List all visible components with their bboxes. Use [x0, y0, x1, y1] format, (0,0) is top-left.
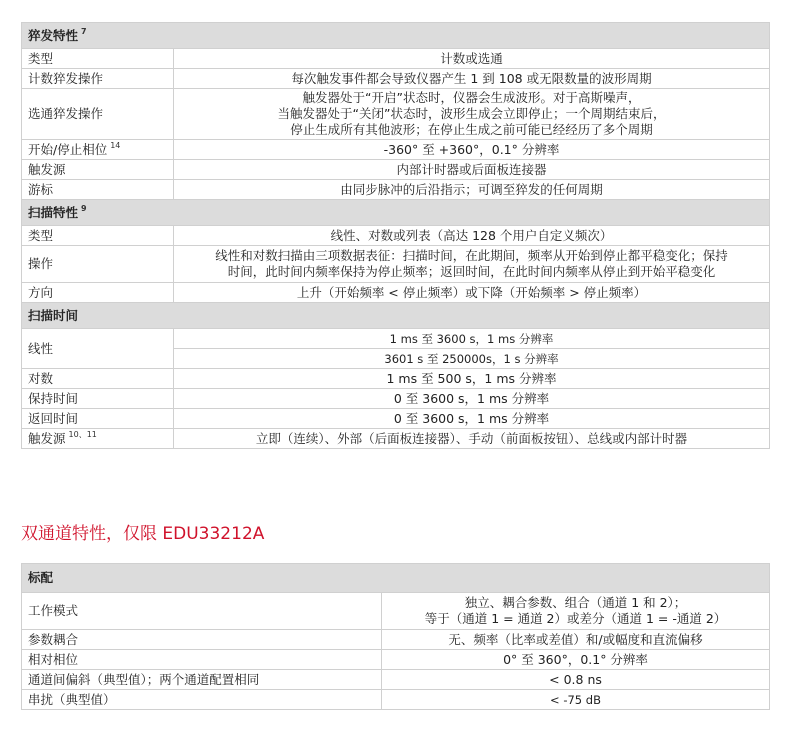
- table-row: [22, 160, 770, 180]
- row-label: 选通猝发操作: [22, 89, 174, 140]
- row-label: 游标: [22, 180, 174, 200]
- row-label: 通道间偏斜（典型值）；两个通道配置相同: [22, 670, 382, 690]
- section-title-standard: 标配: [22, 564, 770, 593]
- row-label: 返回时间: [22, 409, 174, 429]
- section-header-burst: [22, 23, 770, 49]
- table-row: [22, 670, 770, 690]
- row-value: 线性、对数或列表（高达 128 个用户自定义频次）: [174, 226, 770, 246]
- specs-table-dual-channel: [21, 563, 770, 710]
- row-label: 计数猝发操作: [22, 69, 174, 89]
- row-value: 0° 至 360°，0.1° 分辨率: [382, 650, 770, 670]
- table-row: [22, 49, 770, 69]
- table-row: [22, 593, 770, 630]
- section-title-sweep: 扫描特性 $^9$: [22, 200, 770, 226]
- row-value: 0 至 3600 s，1 ms 分辨率: [174, 409, 770, 429]
- row-label: 线性: [22, 329, 174, 369]
- table-row: [22, 690, 770, 710]
- table-row: [22, 389, 770, 409]
- row-label: 类型: [22, 49, 174, 69]
- table-row: [22, 630, 770, 650]
- row-label: 开始/停止相位 $^{14}$: [22, 140, 174, 160]
- table-row: [22, 180, 770, 200]
- row-value: -360° 至 +360°，0.1° 分辨率: [174, 140, 770, 160]
- table-row: [22, 246, 770, 283]
- row-value: 线性和对数扫描由三项数据表征：扫描时间，在此期间，频率从开始到停止都平稳变化；保持 时间，此时间内频率保持为停止频率；返回时间，在此时间内频率从停止到开始平稳变化: [174, 246, 770, 283]
- section-header-standard: [22, 564, 770, 593]
- table-row: [22, 329, 770, 349]
- table-row: [22, 226, 770, 246]
- row-label: 触发源 $^{10、11}$: [22, 429, 174, 449]
- table-row: [22, 283, 770, 303]
- table-row: [22, 429, 770, 449]
- table-row: [22, 69, 770, 89]
- table-row: [22, 89, 770, 140]
- row-value: 每次触发事件都会导致仪器产生 1 到 108 或无限数量的波形周期: [174, 69, 770, 89]
- section-header-sweep: [22, 200, 770, 226]
- row-label: 工作模式: [22, 593, 382, 630]
- row-value: 独立、耦合参数、组合（通道 1 和 2）； 等于（通道 1 = 通道 2）或差分（通道 1 = -通道 2）: [382, 593, 770, 630]
- section-header-sweep-time: [22, 303, 770, 329]
- row-value: 无、频率（比率或差值）和/或幅度和直流偏移: [382, 630, 770, 650]
- dual-channel-heading: 双通道特性，仅限 EDU33212A: [21, 524, 265, 544]
- specs-table-burst-sweep: [21, 22, 770, 449]
- row-value: 上升（开始频率 < 停止频率）或下降（开始频率 > 停止频率）: [174, 283, 770, 303]
- row-label: 操作: [22, 246, 174, 283]
- row-value: 立即（连续）、外部（后面板连接器）、手动（前面板按钮）、总线或内部计时器: [174, 429, 770, 449]
- section-title-burst: 猝发特性 $^7$: [22, 23, 770, 49]
- row-value: 1 ms 至 3600 s，1 ms 分辨率: [174, 329, 770, 349]
- row-value: 0 至 3600 s，1 ms 分辨率: [174, 389, 770, 409]
- table-row: [22, 369, 770, 389]
- row-label: 触发源: [22, 160, 174, 180]
- row-value: 1 ms 至 500 s，1 ms 分辨率: [174, 369, 770, 389]
- row-value: 内部计时器或后面板连接器: [174, 160, 770, 180]
- row-label: 串扰（典型值）: [22, 690, 382, 710]
- row-label: 相对相位: [22, 650, 382, 670]
- table-row: [22, 409, 770, 429]
- row-label: 类型: [22, 226, 174, 246]
- row-label: 方向: [22, 283, 174, 303]
- row-value: < -75 dB: [382, 690, 770, 710]
- row-value: 由同步脉冲的后沿指示；可调至猝发的任何周期: [174, 180, 770, 200]
- table-row: [22, 140, 770, 160]
- row-value: 触发器处于“开启”状态时，仪器会生成波形。对于高斯噪声， 当触发器处于“关闭”状态时，波形生成会立即停止；一个周期结束后， 停止生成所有其他波形；在停止生成之前可能已经经历了多个周期: [174, 89, 770, 140]
- row-label: 保持时间: [22, 389, 174, 409]
- row-value: < 0.8 ns: [382, 670, 770, 690]
- row-label: 对数: [22, 369, 174, 389]
- row-value: 计数或选通: [174, 49, 770, 69]
- row-value: 3601 s 至 250000s，1 s 分辨率: [174, 349, 770, 369]
- table-row: [22, 650, 770, 670]
- row-label: 参数耦合: [22, 630, 382, 650]
- section-title-sweep-time: 扫描时间: [22, 303, 770, 329]
